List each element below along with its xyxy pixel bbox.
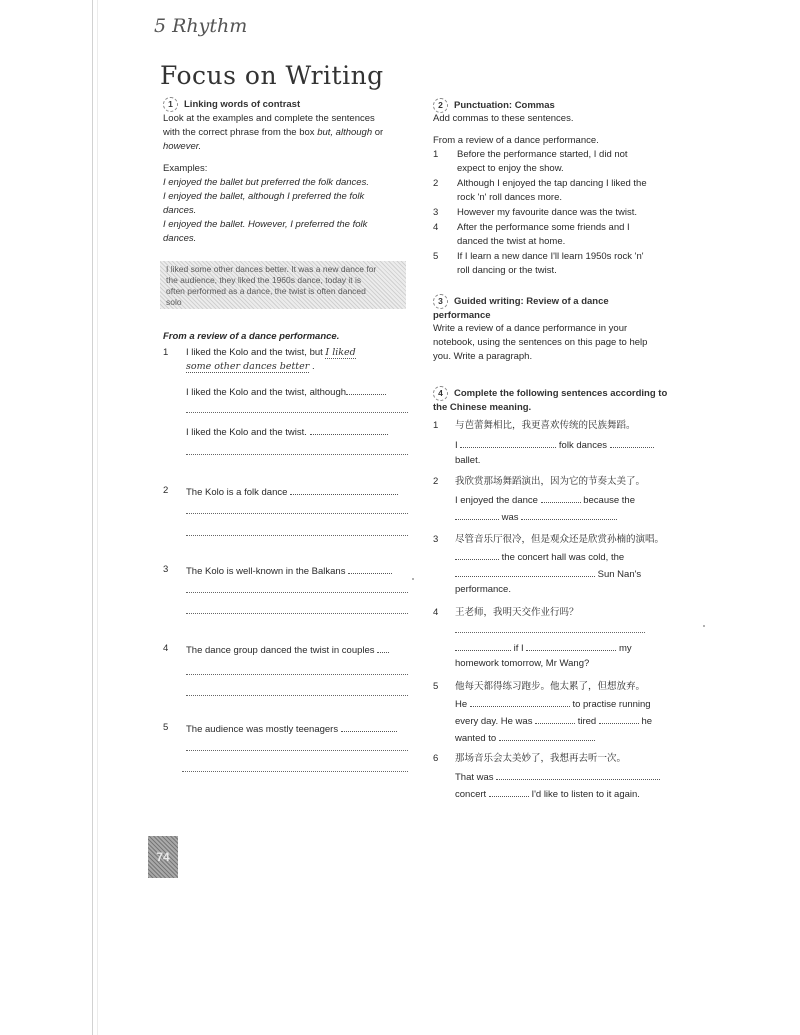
question-number: 4 (163, 643, 169, 654)
question-number: 1 (163, 347, 169, 358)
examples-block: Examples: I enjoyed the ballet but preferred the folk dances. I enjoyed the ballet, although I preferred the folk dances. I enjoyed the ballet. However, I preferred the folk dances. (163, 162, 413, 246)
answer-line[interactable] (186, 454, 408, 455)
answer-line[interactable] (186, 535, 408, 536)
question-3: The Kolo is well-known in the Balkans (186, 563, 392, 579)
question-5: The audience was mostly teenagers (186, 721, 397, 737)
question-number: 2 (163, 485, 169, 496)
binding-margin-line-faint (97, 0, 98, 1035)
section-2-instruction: Add commas to these sentences. (433, 113, 574, 124)
translation-2: I enjoyed the dance because the (455, 492, 635, 508)
phrase-box: I liked some other dances better. It was a new dance for the audience, they liked the 1960s dance, today it is often performed as a dance, the twist is often danced solo (160, 261, 406, 309)
section-4-heading: 4 Complete the following sentences according to the Chinese meaning. (433, 388, 668, 414)
answer-blank[interactable] (455, 549, 499, 560)
section-3-instruction: Write a review of a dance performance in your notebook, using the sentences on this page to help you. Write a paragraph. (433, 323, 648, 362)
section-number-badge: 3 (433, 294, 448, 309)
translation-3-mid: Sun Nan's (455, 566, 641, 582)
unit-heading: 5 Rhythm (154, 15, 248, 37)
question-number: 1 (433, 420, 439, 431)
scan-speck (703, 625, 705, 627)
answer-blank[interactable] (455, 509, 499, 520)
chinese-sentence: 我欣赏那场舞蹈演出，因为它的节奏太美了。 (455, 476, 646, 487)
question-number: 3 (163, 564, 169, 575)
question-1a: I liked the Kolo and the twist, but I liked (186, 347, 356, 358)
chinese-sentence: 尽管音乐厅很冷，但是观众还是欣赏孙楠的演唱。 (455, 534, 665, 545)
answer-blank[interactable] (535, 713, 575, 724)
translation-5-end: wanted to (455, 730, 595, 746)
translation-1: I folk dances (455, 437, 654, 453)
answer-line[interactable] (186, 674, 408, 675)
answer-blank[interactable] (610, 437, 654, 448)
translation-5: He to practise running (455, 696, 651, 712)
list-item: 1 Before the performance started, I did not expect to enjoy the show. (433, 149, 628, 174)
chinese-sentence: 他每天都得练习跑步。他太累了，但想放弃。 (455, 681, 646, 692)
question-number: 3 (433, 534, 439, 545)
translation-5-mid: every day. He was tired he (455, 713, 652, 729)
answer-line[interactable] (186, 750, 408, 751)
answer-blank[interactable] (541, 492, 581, 503)
translation-6: That was (455, 769, 660, 785)
translation-1-end: ballet. (455, 455, 481, 466)
scan-speck (412, 578, 414, 580)
answer-line[interactable] (186, 513, 408, 514)
answer-line[interactable] (186, 613, 408, 614)
examples-label: Examples: (163, 163, 208, 174)
question-number: 6 (433, 753, 439, 764)
answer-blank[interactable] (526, 640, 616, 651)
question-1b: I liked the Kolo and the twist, although (186, 384, 386, 400)
translation-3: the concert hall was cold, the (455, 549, 624, 565)
answer-blank[interactable] (496, 769, 660, 780)
answer-line[interactable] (186, 412, 408, 413)
chinese-sentence: 与芭蕾舞相比，我更喜欢传统的民族舞蹈。 (455, 420, 636, 431)
answer-blank[interactable] (499, 730, 595, 741)
answer-line[interactable] (182, 771, 408, 772)
list-item: 3 However my favourite dance was the twist. (433, 207, 638, 218)
answer-blank[interactable] (599, 713, 639, 724)
example-2: I enjoyed the ballet, although I preferred the folk (163, 191, 365, 202)
page-title: Focus on Writing (160, 61, 384, 90)
answer-blank[interactable] (455, 640, 511, 651)
section-number-badge: 1 (163, 97, 178, 112)
section-number-badge: 4 (433, 386, 448, 401)
chinese-sentence: 王老师，我明天交作业行吗？ (455, 607, 579, 618)
answer-line[interactable] (186, 695, 408, 696)
answer-blank[interactable] (460, 437, 556, 448)
list-item: 2 Although I enjoyed the tap dancing I liked the rock 'n' roll dances more. (433, 178, 647, 203)
section-number-badge: 2 (433, 98, 448, 113)
translation-4: if I my (455, 640, 632, 656)
question-number: 2 (433, 476, 439, 487)
comma-sentences-list (433, 148, 683, 279)
translation-2-end: was (455, 509, 617, 525)
answer-blank[interactable] (489, 786, 529, 797)
answer-blank[interactable] (455, 566, 595, 577)
answer-blank[interactable] (470, 696, 570, 707)
page-number-badge: 74 (148, 836, 178, 878)
question-4: The dance group danced the twist in couples (186, 642, 389, 658)
review-heading-right: From a review of a dance performance. (433, 135, 599, 146)
review-heading-left: From a review of a dance performance. (163, 331, 340, 342)
question-1a-answer: some other dances better . (186, 361, 315, 372)
question-2: The Kolo is a folk dance (186, 484, 398, 500)
chinese-sentence: 那场音乐会太美妙了，我想再去听一次。 (455, 753, 627, 764)
question-1c: I liked the Kolo and the twist. (186, 424, 388, 440)
binding-margin-line (92, 0, 93, 1035)
section-1-instruction: Look at the examples and complete the sentences with the correct phrase from the box but, although or however. (163, 113, 384, 152)
answer-line[interactable] (186, 592, 408, 593)
answer-line[interactable] (455, 632, 645, 633)
section-1-heading: 1 Linking words of contrast (163, 97, 300, 112)
example-3: I enjoyed the ballet. However, I preferred the folk (163, 219, 368, 230)
question-number: 5 (433, 681, 439, 692)
translation-4-end: homework tomorrow, Mr Wang? (455, 658, 590, 669)
list-item: 4 After the performance some friends and I danced the twist at home. (433, 222, 630, 247)
section-2-heading: 2 Punctuation: Commas (433, 98, 555, 113)
question-number: 4 (433, 607, 439, 618)
list-item: 5 If I learn a new dance I'll learn 1950s rock 'n' roll dancing or the twist. (433, 251, 644, 276)
translation-3-end: performance. (455, 584, 511, 595)
answer-blank[interactable] (521, 509, 617, 520)
translation-6-end: concert I'd like to listen to it again. (455, 786, 640, 802)
section-3-heading: 3 Guided writing: Review of a dance performance (433, 296, 609, 322)
question-number: 5 (163, 722, 169, 733)
example-1: I enjoyed the ballet but preferred the folk dances. (163, 177, 369, 188)
